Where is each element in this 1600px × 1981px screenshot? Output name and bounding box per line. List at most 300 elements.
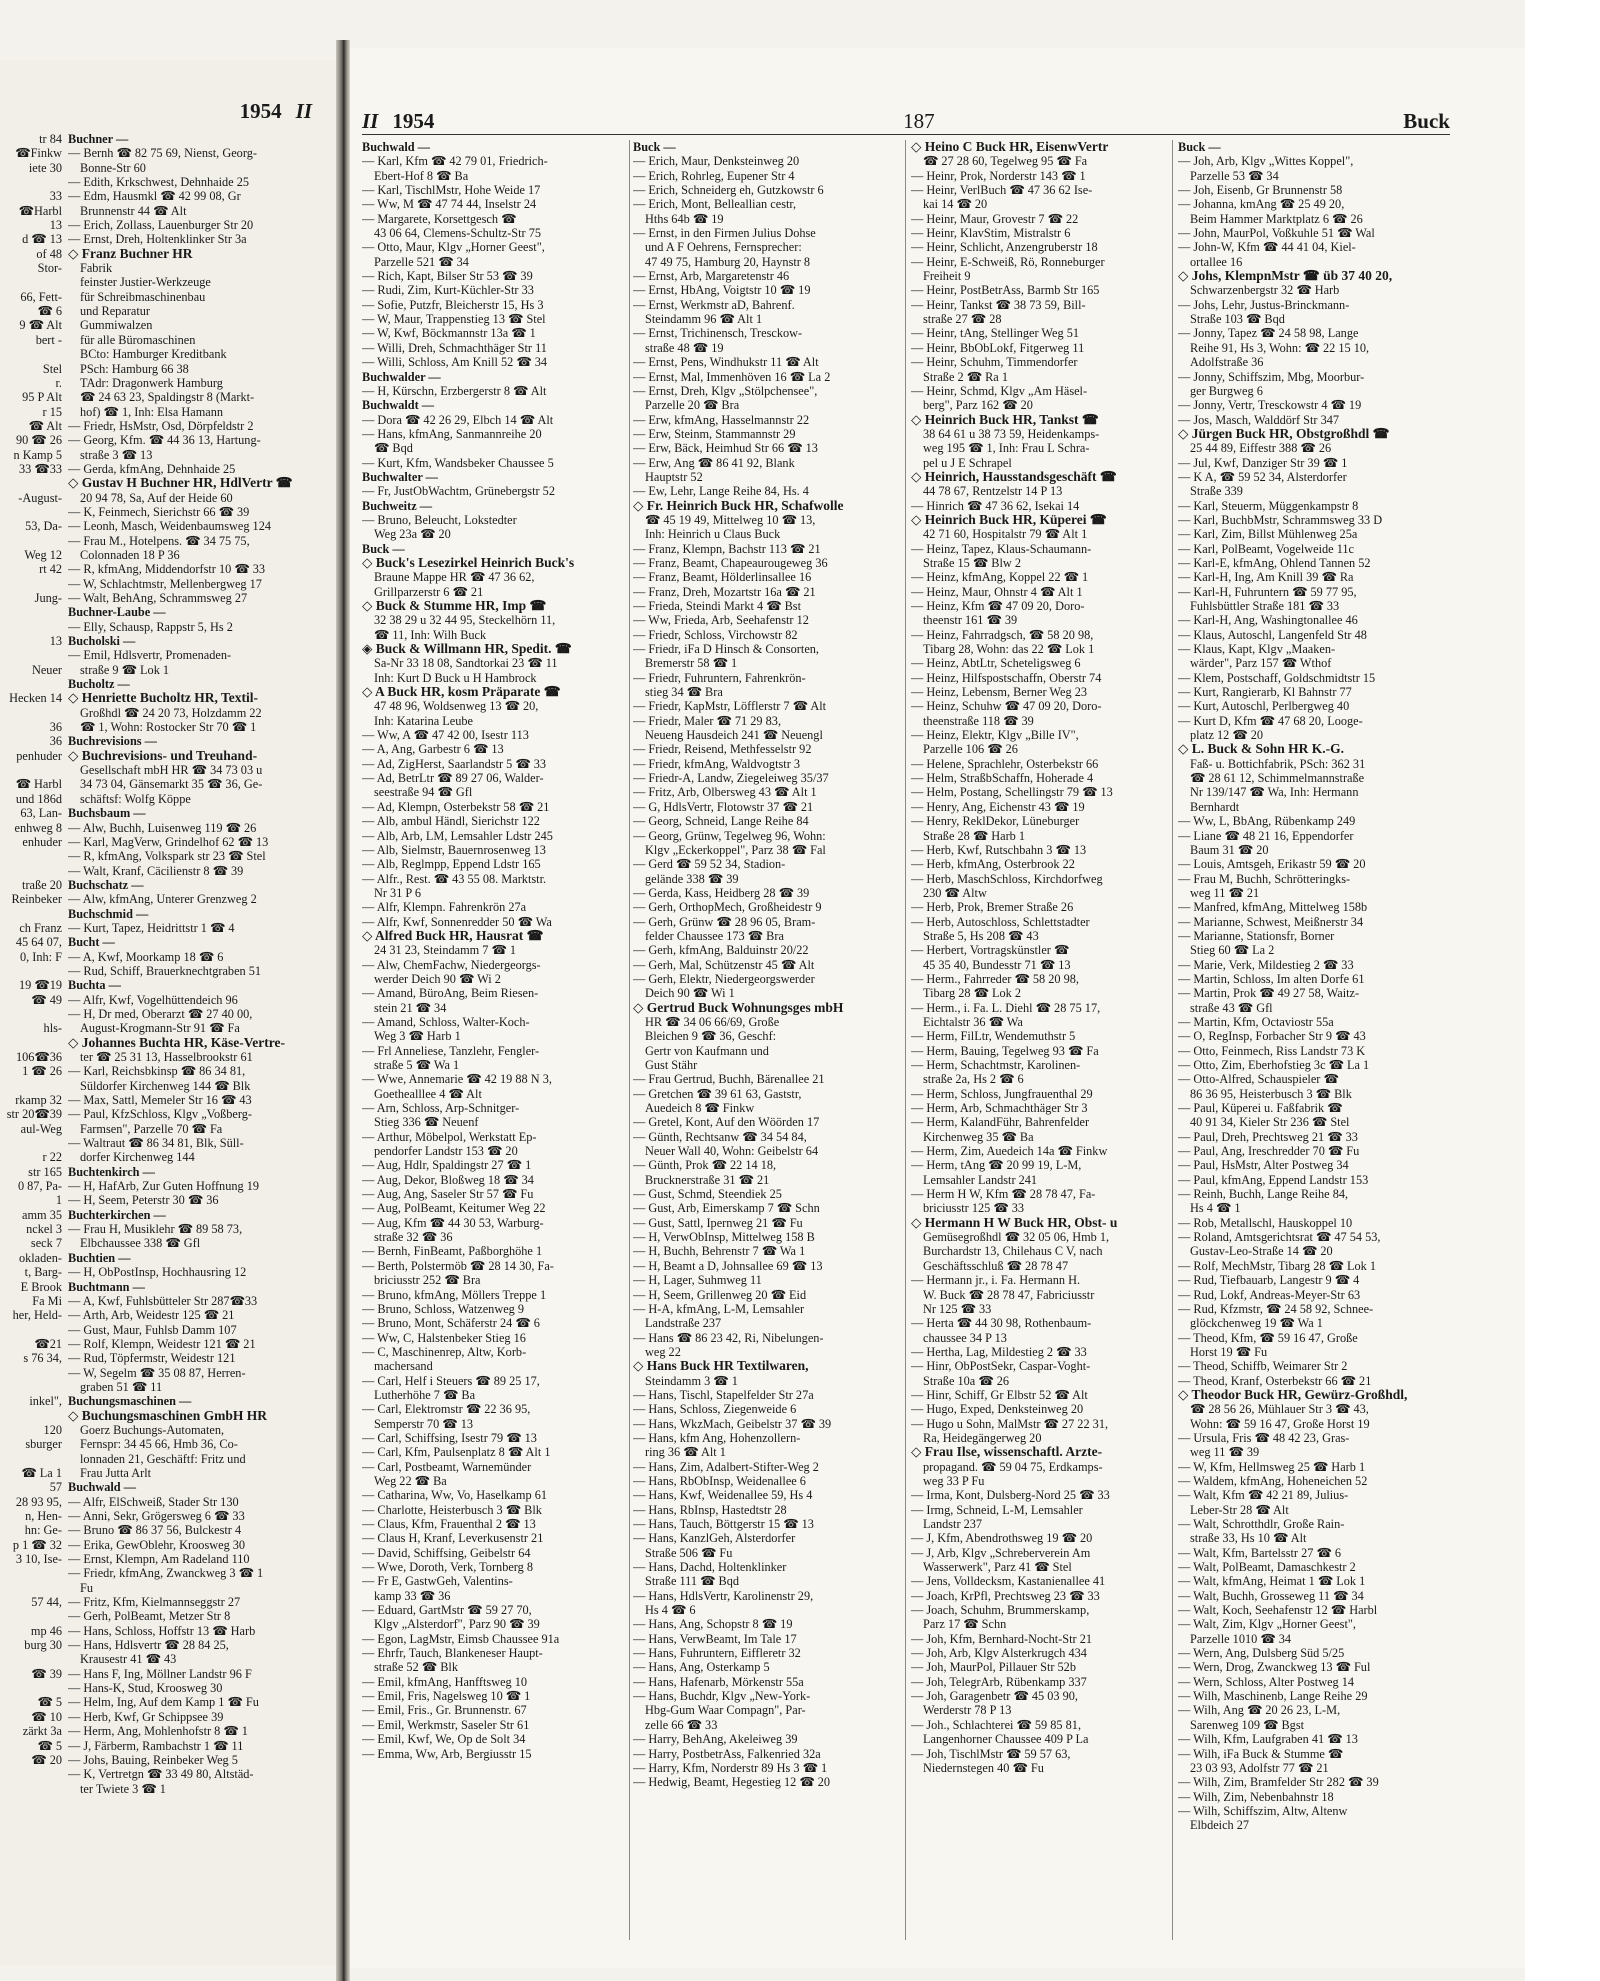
directory-entry-line: ch Franz <box>19 920 62 935</box>
directory-entry-line: machersand <box>374 1359 433 1374</box>
directory-entry-line: — Wilh, Schiffszim, Altw, Altenw <box>1178 1803 1348 1818</box>
directory-entry-line: felder Chaussee 173 ☎ Bra <box>645 928 784 943</box>
directory-entry-line: Bucholtz — <box>68 677 130 692</box>
directory-entry-line: Hs 4 ☎ 1 <box>1190 1201 1241 1216</box>
directory-entry-line: — Herm, FilLtr, Wendemuthstr 5 <box>911 1029 1076 1044</box>
directory-entry-line <box>0 1652 62 1666</box>
directory-entry-line: — Emil, kfmAng, Hanfftsweg 10 <box>362 1674 528 1689</box>
directory-entry-line: — Herm, Schachtmstr, Karolinen- <box>911 1058 1081 1072</box>
directory-entry-line: — Ernst, HbAng, Voigtstr 10 ☎ 19 <box>633 283 811 298</box>
directory-entry-line: Hbg-Gum Waar Compagn", Par- <box>645 1703 806 1718</box>
directory-entry-line: d ☎ 13 <box>22 232 62 247</box>
directory-entry-line: — Franz, Dreh, Mozartstr 16a ☎ 21 <box>633 584 816 599</box>
directory-entry-line: — K A, ☎ 59 52 34, Alsterdorfer <box>1178 469 1347 484</box>
directory-entry-line: ☎ 45 19 49, Mittelweg 10 ☎ 13, <box>645 512 816 527</box>
directory-entry-line: — Herm, Ang, Mohlenhofstr 8 ☎ 1 <box>68 1724 248 1739</box>
directory-entry-line: — Helene, Sprachlehr, Osterbekstr 66 <box>911 756 1099 771</box>
directory-entry-line: — Herm., i. Fa. L. Diehl ☎ 28 75 17, <box>911 1000 1101 1015</box>
directory-entry-line: Buchner-Laube — <box>68 605 166 620</box>
directory-entry-line: Buchtien — <box>68 1250 131 1265</box>
directory-entry-line: Parzelle 106 ☎ 26 <box>923 742 1018 757</box>
directory-entry-line: — Karl-H, Ing, Am Knill 39 ☎ Ra <box>1178 570 1354 585</box>
directory-entry-line: wärder", Parz 157 ☎ Wthof <box>1190 656 1332 671</box>
directory-entry-line: Sa-Nr 33 18 08, Sandtorkai 23 ☎ 11 <box>374 656 558 671</box>
directory-entry-line: 66, Fett- <box>20 289 62 304</box>
directory-entry-line: — K, Feinmech, Sierichstr 66 ☎ 39 <box>68 504 250 519</box>
directory-entry-line <box>0 1366 62 1380</box>
directory-entry-line: und A F Oehrens, Fernsprecher: <box>645 240 802 255</box>
directory-entry-line: ◇ Theodor Buck HR, Gewürz-Großhdl, <box>1178 1387 1408 1402</box>
directory-entry-line: — Alb, Sielmstr, Bauernrosenweg 13 <box>362 842 546 857</box>
directory-entry-line: — Heinr, Schmd, Klgv „Am Häsel- <box>911 383 1088 398</box>
directory-entry-line: Brunnenstr 44 ☎ Alt <box>80 203 187 218</box>
directory-entry-line: 32 38 29 u 32 44 95, Steckelhörn 11, <box>374 613 556 628</box>
directory-entry-line: — Ww, C, Halstenbeker Stieg 16 <box>362 1330 526 1345</box>
directory-entry-line: — H, ObPostInsp, Hochhausring 12 <box>68 1265 247 1280</box>
directory-entry-line: — Rud, Tiefbauarb, Langestr 9 ☎ 4 <box>1178 1273 1360 1288</box>
directory-entry-line: für alle Büromaschinen <box>80 332 196 347</box>
directory-entry-line: — Friedr, Schloss, Virchowstr 82 <box>633 627 798 642</box>
directory-entry-line: 230 ☎ Altw <box>923 885 987 900</box>
book-gutter <box>336 40 350 1981</box>
directory-entry-line: — Joach, Schuhm, Brummerskamp, <box>911 1603 1090 1618</box>
directory-entry-line: ☎ 49 <box>31 992 62 1007</box>
directory-entry-line: hls- <box>43 1021 62 1036</box>
directory-entry-line: Werderstr 78 P 13 <box>923 1703 1012 1718</box>
directory-entry-line: — Eduard, GartMstr ☎ 59 27 70, <box>362 1603 532 1618</box>
directory-entry-line: weg 33 P Fu <box>923 1473 985 1488</box>
directory-entry-line: ☎ 24 63 23, Spaldingstr 8 (Markt- <box>80 390 255 405</box>
directory-entry-line: 36 <box>49 720 62 735</box>
directory-entry-line: Inh: Heinrich u Claus Buck <box>645 527 781 542</box>
directory-entry-line: — H, Lager, Suhmweg 11 <box>633 1273 762 1288</box>
left-fragments-column <box>0 132 62 1767</box>
directory-entry-line: Fu <box>80 1580 93 1595</box>
directory-entry-line: dorfer Kirchenweg 144 <box>80 1150 195 1165</box>
directory-entry-line: — G, HdlsVertr, Flotowstr 37 ☎ 21 <box>633 799 814 814</box>
directory-entry-line: Bernhardt <box>1190 799 1240 814</box>
directory-entry-line: — Willi, Dreh, Schmachthäger Str 11 <box>362 340 547 355</box>
directory-entry-line: — Ew, Lehr, Lange Reihe 84, Hs. 4 <box>633 484 809 499</box>
directory-entry-line <box>0 1380 62 1394</box>
directory-entry-line: Farmsen", Parzelle 70 ☎ Fa <box>80 1121 223 1136</box>
right-column-4 <box>1178 140 1448 1833</box>
column-divider <box>629 140 630 1940</box>
directory-entry-line: n, Hen- <box>25 1509 62 1523</box>
directory-entry-line <box>0 505 62 519</box>
directory-entry-line <box>0 1136 62 1150</box>
directory-entry-line: — Hans F, Ing, Möllner Landstr 96 F <box>68 1666 252 1681</box>
directory-entry-line: 0, Inh: F <box>19 949 62 964</box>
directory-entry-line: Colonnaden 18 P 36 <box>80 547 180 562</box>
directory-entry-line: — Hans, KanzlGeh, Alsterdorfer <box>633 1531 796 1546</box>
right-column-2 <box>633 140 901 1790</box>
directory-entry-line: ◇ Buck & Stumme HR, Imp ☎ <box>362 599 547 613</box>
directory-entry-line: ☎ 28 56 26, Mühlauer Str 3 ☎ 43, <box>1190 1402 1369 1417</box>
directory-entry-line: — Ernst, Mal, Immenhöven 16 ☎ La 2 <box>633 369 831 384</box>
directory-entry-line: zelle 66 ☎ 33 <box>645 1717 718 1732</box>
directory-entry-line: Gummiwalzen <box>80 318 153 333</box>
left-page <box>0 60 338 1965</box>
directory-entry-line: — Sofie, Putzfr, Bleicherstr 15, Hs 3 <box>362 297 544 312</box>
directory-entry-line: — Hans-K, Stud, Kroosweg 30 <box>68 1681 223 1696</box>
directory-entry-line: — Rolf, MechMstr, Tibarg 28 ☎ Lok 1 <box>1178 1258 1377 1273</box>
directory-entry-line: 13 <box>49 634 62 649</box>
directory-entry-line: — Hinr, Schiff, Gr Elbstr 52 ☎ Alt <box>911 1387 1088 1402</box>
directory-entry-line: — Martin, Prok ☎ 49 27 58, Waitz- <box>1178 986 1360 1001</box>
directory-entry-line: ☎ 1, Wohn: Rostocker Str 70 ☎ 1 <box>80 720 257 735</box>
directory-entry-line: -August- <box>18 490 62 505</box>
right-page <box>350 48 1525 1968</box>
directory-entry-line: — Alw, kfmAng, Unterer Grenzweg 2 <box>68 892 257 907</box>
directory-entry-line: — Erich, Rohrleg, Eupener Str 4 <box>633 168 795 183</box>
directory-entry-line: Parzelle 20 ☎ Bra <box>645 398 740 413</box>
directory-entry-line: — Wern, Schloss, Alter Postweg 14 <box>1178 1674 1355 1689</box>
directory-entry-line: — Elly, Schausp, Rappstr 5, Hs 2 <box>68 619 233 634</box>
directory-entry-line: kamp 33 ☎ 36 <box>374 1588 451 1603</box>
directory-entry-line: ◇ Johs, KlempnMstr ☎ üb 37 40 20, <box>1178 269 1393 284</box>
directory-entry-line: stieg 34 ☎ Bra <box>645 685 723 700</box>
directory-entry-line <box>0 763 62 777</box>
directory-entry-line: — Karl-E, kfmAng, Ohlend Tannen 52 <box>1178 555 1371 570</box>
directory-entry-line: — Karl, Steuerm, Müggenkampstr 8 <box>1178 498 1359 513</box>
directory-entry-line: Buck — <box>362 541 405 556</box>
directory-entry-line: enhweg 8 <box>14 820 62 835</box>
directory-entry-line: amm 35 <box>22 1207 62 1222</box>
directory-entry-line: ☎ Bqd <box>374 441 413 456</box>
directory-entry-line: — Klem, Postschaff, Goldschmidtstr 15 <box>1178 670 1376 685</box>
directory-entry-line <box>0 1609 62 1623</box>
directory-entry-line: — Paul, HsMstr, Alter Postweg 34 <box>1178 1158 1349 1173</box>
directory-entry-line: — Wwe, Annemarie ☎ 42 19 88 N 3, <box>362 1072 552 1087</box>
directory-entry-line: straße 33, Hs 10 ☎ Alt <box>1190 1531 1307 1546</box>
directory-entry-line: 9 ☎ Alt <box>19 318 62 333</box>
directory-entry-line <box>0 648 62 662</box>
directory-entry-line: Fa Mi <box>32 1293 62 1308</box>
directory-entry-line: — Wwe, Doroth, Verk, Tornberg 8 <box>362 1560 534 1575</box>
directory-entry-line: 47 48 96, Woldsenweg 13 ☎ 20, <box>374 699 539 714</box>
directory-entry-line: mp 46 <box>30 1623 62 1638</box>
directory-entry-line: — Friedr, Maler ☎ 71 29 83, <box>633 713 782 728</box>
directory-entry-line: 95 P Alt <box>22 390 62 405</box>
directory-entry-line: str 20☎39 <box>6 1107 62 1122</box>
directory-entry-line: Deich 90 ☎ Wi 1 <box>645 986 735 1001</box>
directory-entry-line: — Berth, Polstermöb ☎ 28 14 30, Fa- <box>362 1258 554 1273</box>
directory-entry-line: 43 06 64, Clemens-Schultz-Str 75 <box>374 226 542 241</box>
directory-entry-line: — Joh, Eisenb, Gr Brunnenstr 58 <box>1178 183 1343 198</box>
directory-entry-line: — Martin, Kfm, Octaviostr 55a <box>1178 1014 1334 1029</box>
directory-entry-line: Elbchaussee 338 ☎ Gfl <box>80 1236 201 1251</box>
directory-entry-line: — Catharina, Ww, Vo, Haselkamp 61 <box>362 1488 547 1503</box>
directory-entry-line: Landstraße 237 <box>645 1316 722 1331</box>
directory-entry-line: — Hans, Buchdr, Klgv „New-York- <box>633 1689 811 1704</box>
directory-entry-line: Buchwaldt — <box>362 398 435 413</box>
directory-entry-line: — Herb, MaschSchloss, Kirchdorfweg <box>911 871 1103 886</box>
directory-entry-line: — Irmg, Schneid, L-M, Lemsahler <box>911 1502 1083 1517</box>
directory-entry-line: inkel", <box>29 1394 62 1409</box>
directory-entry-line: Hs 4 ☎ 6 <box>645 1603 696 1618</box>
column-divider <box>905 140 906 1940</box>
directory-entry-line: str 165 <box>28 1164 62 1179</box>
directory-entry-line: Buchweitz — <box>362 498 433 513</box>
directory-entry-line: Ra, Heidegängerweg 20 <box>923 1430 1042 1445</box>
directory-entry-line: hof) ☎ 1, Inh: Elsa Hamann <box>80 404 224 419</box>
directory-entry-line: penhuder <box>16 748 62 763</box>
directory-entry-line: — Erich, Mont, Belleallian cestr, <box>633 197 797 212</box>
directory-entry-line: — Gretel, Kont, Auf den Wöörden 17 <box>633 1115 820 1130</box>
directory-entry-line: ◇ Henriette Bucholtz HR, Textil- <box>68 691 258 706</box>
directory-entry-line: zärkt 3a <box>22 1724 62 1739</box>
directory-entry-line: — Gerh, Elektr, Niedergeorgswerder <box>633 971 815 986</box>
directory-entry-line: — Ernst, Arb, Margaretenstr 46 <box>633 269 790 284</box>
directory-entry-line: — Gerh, Mal, Schützenstr 45 ☎ Alt <box>633 957 815 972</box>
directory-entry-line: — Joh, MaurPol, Pillauer Str 52b <box>911 1660 1076 1675</box>
directory-entry-line: Lutherhöhe 7 ☎ Ba <box>374 1387 476 1402</box>
directory-entry-line: — Otto, Maur, Klgv „Horner Geest", <box>362 240 545 255</box>
directory-entry-line: Niedernstegen 40 ☎ Fu <box>923 1760 1044 1775</box>
directory-entry-line: Kirchenweg 35 ☎ Ba <box>923 1129 1034 1144</box>
directory-entry-line: — Martin, Schloss, Im alten Dorfe 61 <box>1178 971 1365 986</box>
directory-entry-line: — Wilh, Maschinenb, Lange Reihe 29 <box>1178 1689 1368 1704</box>
directory-entry-line: Buchta — <box>68 978 121 993</box>
directory-entry-line <box>0 577 62 591</box>
directory-entry-line <box>0 677 62 691</box>
directory-entry-line: — Heinz, Maur, Ohnstr 4 ☎ Alt 1 <box>911 584 1083 599</box>
directory-entry-line: ring 36 ☎ Alt 1 <box>645 1445 726 1460</box>
directory-entry-line: — Jonny, Vertr, Tresckowstr 4 ☎ 19 <box>1178 398 1362 413</box>
directory-entry-line: Straße 28 ☎ Harb 1 <box>923 828 1026 843</box>
directory-entry-line: — Heinz, Schuhw ☎ 47 09 20, Doro- <box>911 699 1102 714</box>
directory-entry-line: ◇ Gustav H Buchner HR, HdlVertr ☎ <box>68 476 293 491</box>
directory-entry-line: — Egon, LagMstr, Eimsb Chaussee 91a <box>362 1631 560 1646</box>
directory-entry-line: Steindamm 3 ☎ 1 <box>645 1373 738 1388</box>
directory-entry-line: 23 03 93, Adolfstr 77 ☎ 21 <box>1190 1760 1329 1775</box>
directory-entry-line: — Joh., Schlachterei ☎ 59 85 81, <box>911 1717 1082 1732</box>
directory-entry-line: chaussee 34 P 13 <box>923 1330 1007 1345</box>
directory-entry-line: 44 78 67, Rentzelstr 14 P 13 <box>923 484 1063 499</box>
directory-entry-line: Fernspr: 34 45 66, Hmb 36, Co- <box>80 1437 238 1452</box>
directory-entry-line: Neuer Wall 40, Wohn: Geibelstr 64 <box>645 1144 819 1159</box>
directory-entry-line: — Gust, Schmd, Steendiek 25 <box>633 1187 782 1202</box>
directory-entry-line: Straße 103 ☎ Bqd <box>1190 312 1285 327</box>
directory-entry-line: — Ww, L, BbAng, Rübenkamp 249 <box>1178 814 1356 829</box>
directory-entry-line: — Herb, Kwf, Rutschbahn 3 ☎ 13 <box>911 842 1087 857</box>
directory-entry-line: Fabrik <box>80 261 113 276</box>
directory-entry-line: — Kurt D, Kfm ☎ 47 68 20, Looge- <box>1178 713 1363 728</box>
left-main-column <box>68 132 334 1796</box>
directory-entry-line: — Fritz, Kfm, Kielmannseggstr 27 <box>68 1595 241 1610</box>
directory-entry-line: — Manfred, kfmAng, Mittelweg 158b <box>1178 900 1368 915</box>
directory-entry-line: Stieg 60 ☎ La 2 <box>1190 943 1275 958</box>
directory-entry-line: ☎21 <box>34 1336 62 1351</box>
directory-entry-line: — Walt, Koch, Seehafenstr 12 ☎ Harbl <box>1178 1603 1378 1618</box>
directory-entry-line: gelände 338 ☎ 39 <box>645 871 739 886</box>
directory-entry-line: — Heinr, KlavStim, Mistralstr 6 <box>911 226 1071 241</box>
directory-entry-line: — Herta ☎ 44 30 98, Rothenbaum- <box>911 1316 1092 1331</box>
directory-entry-line: ◇ Jürgen Buck HR, Obstgroßhdl ☎ <box>1178 426 1390 441</box>
right-column-1 <box>362 140 626 1761</box>
directory-entry-line: — Frl Anneliese, Tanzlehr, Fengler- <box>362 1043 540 1058</box>
directory-entry-line: — Hinrich ☎ 47 36 62, Isekai 14 <box>911 498 1080 513</box>
directory-entry-line: straße 48 ☎ 19 <box>645 340 724 355</box>
directory-entry-line: — Hedwig, Beamt, Hegestieg 12 ☎ 20 <box>633 1775 831 1790</box>
directory-entry-line: — Walt, Buchh, Grosseweg 11 ☎ 34 <box>1178 1588 1364 1603</box>
directory-entry-line: Eichtalstr 36 ☎ Wa <box>923 1014 1023 1029</box>
directory-entry-line: Straße 2 ☎ Ra 1 <box>923 369 1008 384</box>
directory-entry-line: — Ernst, Werkmstr aD, Bahrenf. <box>633 297 795 312</box>
directory-entry-line: — Heinr, Prok, Norderstr 143 ☎ 1 <box>911 168 1086 183</box>
directory-entry-line: Goethealllee 4 ☎ Alt <box>374 1086 482 1101</box>
directory-entry-line: — Heinz, kfmAng, Koppel 22 ☎ 1 <box>911 570 1089 585</box>
directory-entry-line: — Erw, Steinm, Stammannstr 29 <box>633 426 796 441</box>
directory-entry-line: Grillparzerstr 6 ☎ 21 <box>374 584 484 599</box>
directory-entry-line: — Claus H, Kranf, Leverkusenstr 21 <box>362 1531 544 1546</box>
directory-entry-line: — Bernh, FinBeamt, Paßborghöhe 1 <box>362 1244 543 1259</box>
directory-entry-line: tr 84 <box>39 132 62 146</box>
directory-entry-line: ger Burgweg 6 <box>1190 383 1263 398</box>
directory-entry-line: — Arth, Arb, Weidestr 125 ☎ 21 <box>68 1308 235 1323</box>
directory-entry-line: — Walt, Kfm ☎ 42 21 89, Julius- <box>1178 1488 1349 1503</box>
directory-entry-line: ☎ 6 <box>37 304 62 319</box>
directory-entry-line: — Walt, BehAng, Schrammsweg 27 <box>68 591 248 605</box>
directory-entry-line: — Herm., Fahrreder ☎ 58 20 98, <box>911 971 1079 986</box>
directory-entry-line: — Jos, Masch, Walddörf Str 347 <box>1178 412 1340 427</box>
directory-entry-line <box>0 1452 62 1466</box>
directory-entry-line: — Georg, Grünw, Tegelweg 96, Wohn: <box>633 828 826 843</box>
directory-entry-line: W. Buck ☎ 28 78 47, Fabriciusstr <box>923 1287 1095 1302</box>
directory-entry-line <box>0 1323 62 1337</box>
directory-entry-line: — C, Maschinenrep, Altw, Korb- <box>362 1344 527 1359</box>
directory-entry-line: — Karl, TischlMstr, Hohe Weide 17 <box>362 183 541 198</box>
directory-entry-line: — Dora ☎ 42 26 29, Elbch 14 ☎ Alt <box>362 412 554 427</box>
directory-entry-line: — Friedr-A, Landw, Ziegeleiweg 35/37 <box>633 771 829 786</box>
directory-entry-line: — Alb, Arb, LM, Lemsahler Ldstr 245 <box>362 828 553 843</box>
directory-entry-line: — Harry, BehAng, Akeleiweg 39 <box>633 1732 798 1747</box>
directory-entry-line: — Frau Gertrud, Buchh, Bärenallee 21 <box>633 1072 825 1087</box>
directory-entry-line: pel u J E Schrapel <box>923 455 1012 470</box>
directory-entry-line: — John, MaurPol, Voßkuhle 51 ☎ Wal <box>1178 226 1375 241</box>
directory-entry-line: — Heinr, E-Schweiß, Rö, Ronneburger <box>911 254 1105 269</box>
directory-entry-line: Bleichen 9 ☎ 36, Geschf: <box>645 1029 777 1044</box>
directory-entry-line: — Jonny, Tapez ☎ 24 58 98, Lange <box>1178 326 1359 341</box>
directory-entry-line: seestraße 94 ☎ Gfl <box>374 785 473 800</box>
column-divider <box>1172 140 1173 1940</box>
directory-entry-line: Elbdeich 27 <box>1190 1818 1250 1833</box>
directory-entry-line: — Walt, Zim, Klgv „Horner Geest", <box>1178 1617 1356 1632</box>
directory-entry-line <box>0 964 62 978</box>
directory-entry-line: 45 35 40, Bundesstr 71 ☎ 13 <box>923 957 1071 972</box>
directory-entry-line: — Erika, GewOblehr, Kroosweg 30 <box>68 1537 246 1552</box>
directory-entry-line: Landstr 237 <box>923 1517 983 1531</box>
directory-entry-line: — Heinz, Lebensm, Berner Weg 23 <box>911 685 1088 700</box>
directory-entry-line: glöckchenweg 19 ☎ Wa 1 <box>1190 1316 1323 1331</box>
directory-entry-line: ◇ A Buck HR, kosm Präparate ☎ <box>362 685 561 700</box>
directory-entry-line: — Hans, Ang, Schopstr 8 ☎ 19 <box>633 1617 793 1632</box>
directory-entry-line: — Friedr, KapMstr, Löfflerstr 7 ☎ Alt <box>633 699 827 714</box>
directory-entry-line: — Joh, Arb, Klgv Alsterkrugch 434 <box>911 1646 1087 1661</box>
directory-entry-line: Geschäftsschluß ☎ 28 78 47 <box>923 1258 1069 1273</box>
directory-entry-line: — Frau H, Musiklehr ☎ 89 58 73, <box>68 1222 243 1237</box>
directory-entry-line: — Emil, Fris., Gr. Brunnenstr. 67 <box>362 1703 527 1718</box>
directory-entry-line: — Alb, ambul Händl, Sierichstr 122 <box>362 814 540 829</box>
directory-entry-line: ◇ Franz Buchner HR <box>68 246 193 261</box>
directory-entry-line: — Hans, Fuhruntern, Eiffleretr 32 <box>633 1646 801 1661</box>
directory-entry-line: und 186d <box>15 791 62 806</box>
directory-entry-line: — Herb, Prok, Bremer Straße 26 <box>911 900 1074 915</box>
directory-entry-line: 36 <box>49 734 62 749</box>
directory-entry-line: — Wern, Drog, Zwanckweg 13 ☎ Ful <box>1178 1660 1371 1675</box>
directory-entry-line: — Karl, BuchbMstr, Schrammsweg 33 D <box>1178 512 1383 527</box>
directory-entry-line: Burchardstr 13, Chilehaus C V, nach <box>923 1244 1103 1259</box>
directory-entry-line: Buchtmann — <box>68 1279 145 1294</box>
directory-entry-line: 13 <box>49 218 62 233</box>
directory-entry-line: — Aug, Ang, Saseler Str 57 ☎ Fu <box>362 1187 534 1202</box>
directory-entry-line: Buchner — <box>68 132 129 146</box>
directory-entry-line: ◇ Heinrich Buck HR, Küperei ☎ <box>911 512 1107 527</box>
directory-entry-line: — Frau M., Hotelpens. ☎ 34 75 75, <box>68 533 250 548</box>
directory-entry-line: 42 71 60, Hospitalstr 79 ☎ Alt 1 <box>923 527 1088 542</box>
directory-entry-line: Buchschmid — <box>68 906 149 921</box>
directory-entry-line: — Leonh, Masch, Weidenbaumsweg 124 <box>68 519 272 534</box>
directory-entry-line: — Heinr, BbObLokf, Fitgerweg 11 <box>911 340 1085 355</box>
directory-entry-line: — Alw, ChemFachw, Niedergeorgs- <box>362 957 541 972</box>
directory-entry-line: — Ad, ZigHerst, Saarlandstr 5 ☎ 33 <box>362 756 547 771</box>
directory-entry-line: — Frieda, Steindi Markt 4 ☎ Bst <box>633 599 801 613</box>
directory-entry-line: — Alb, Reglmpp, Eppend Ldstr 165 <box>362 857 541 872</box>
directory-entry-line: — Joh, Arb, Klgv „Wittes Koppel", <box>1178 154 1354 169</box>
directory-entry-line: Parzelle 521 ☎ 34 <box>374 254 469 269</box>
directory-entry-line: Hecken 14 <box>9 691 62 706</box>
directory-entry-line: Auedeich 8 ☎ Finkw <box>645 1101 755 1116</box>
directory-entry-line: Steindamm 96 ☎ Alt 1 <box>645 312 763 327</box>
directory-entry-line: — Rud, Kfzmstr, ☎ 24 58 92, Schnee- <box>1178 1301 1374 1316</box>
directory-entry-line: — Hans, Hdlsvertr ☎ 28 84 25, <box>68 1638 229 1653</box>
directory-entry-line: August-Krogmann-Str 91 ☎ Fa <box>80 1021 240 1036</box>
directory-entry-line: — Bruno, Mont, Schäferstr 24 ☎ 6 <box>362 1316 540 1331</box>
running-head: Buck <box>1403 109 1450 133</box>
directory-entry-line: Neuer <box>31 662 62 677</box>
directory-entry-line: Buchschatz — <box>68 877 144 892</box>
directory-entry-line: Parzelle 53 ☎ 34 <box>1190 168 1279 183</box>
directory-entry-line: 57 <box>49 1480 62 1495</box>
directory-entry-line: Frau Jutta Arlt <box>80 1465 152 1480</box>
directory-entry-line: 33 ☎33 <box>19 461 62 476</box>
directory-entry-line: 28 93 95, <box>15 1494 62 1509</box>
directory-entry-line: Nr 31 P 6 <box>374 885 422 900</box>
directory-entry-line: — H-A, kfmAng, L-M, Lemsahler <box>633 1301 805 1316</box>
directory-entry-line: Buck — <box>1178 140 1221 154</box>
directory-entry-line: — Hans, kfm Ang, Hohenzollern- <box>633 1430 801 1445</box>
directory-entry-line: Semperstr 70 ☎ 13 <box>374 1416 473 1431</box>
directory-entry-line: Hauptstr 52 <box>645 469 703 484</box>
directory-entry-line: — Hans, WkzMach, Geibelstr 37 ☎ 39 <box>633 1416 832 1431</box>
directory-entry-line: — Hans, Tauch, Böttgerstr 15 ☎ 13 <box>633 1517 814 1531</box>
directory-entry-line: Fuhlsbüttler Straße 181 ☎ 33 <box>1190 599 1340 613</box>
directory-entry-line: Nr 125 ☎ 33 <box>923 1301 992 1316</box>
directory-entry-line: — Bruno ☎ 86 37 56, Bulckestr 4 <box>68 1523 242 1538</box>
directory-entry-line: — Friedr, Reisend, Methfesselstr 92 <box>633 742 812 757</box>
directory-entry-line: — Rudi, Zim, Kurt-Küchler-Str 33 <box>362 283 534 298</box>
directory-entry-line: — Gretchen ☎ 39 61 63, Gaststr, <box>633 1086 802 1101</box>
directory-entry-line: Klgv „Eckerkoppel", Parz 38 ☎ Fal <box>645 842 826 857</box>
directory-entry-line: — Georg, Kfm. ☎ 44 36 13, Hartung- <box>68 433 261 448</box>
directory-entry-line <box>0 706 62 720</box>
directory-entry-line: — Harry, Kfm, Norderstr 89 Hs 3 ☎ 1 <box>633 1760 828 1775</box>
directory-entry-line: — Gust, Maur, Fuhlsb Damm 107 <box>68 1322 237 1337</box>
directory-entry-line: — Hugo, Exped, Denksteinweg 20 <box>911 1402 1084 1417</box>
directory-entry-line: aul-Weg <box>20 1121 62 1136</box>
directory-entry-line: — Carl, Helf i Steuers ☎ 89 25 17, <box>362 1373 540 1388</box>
